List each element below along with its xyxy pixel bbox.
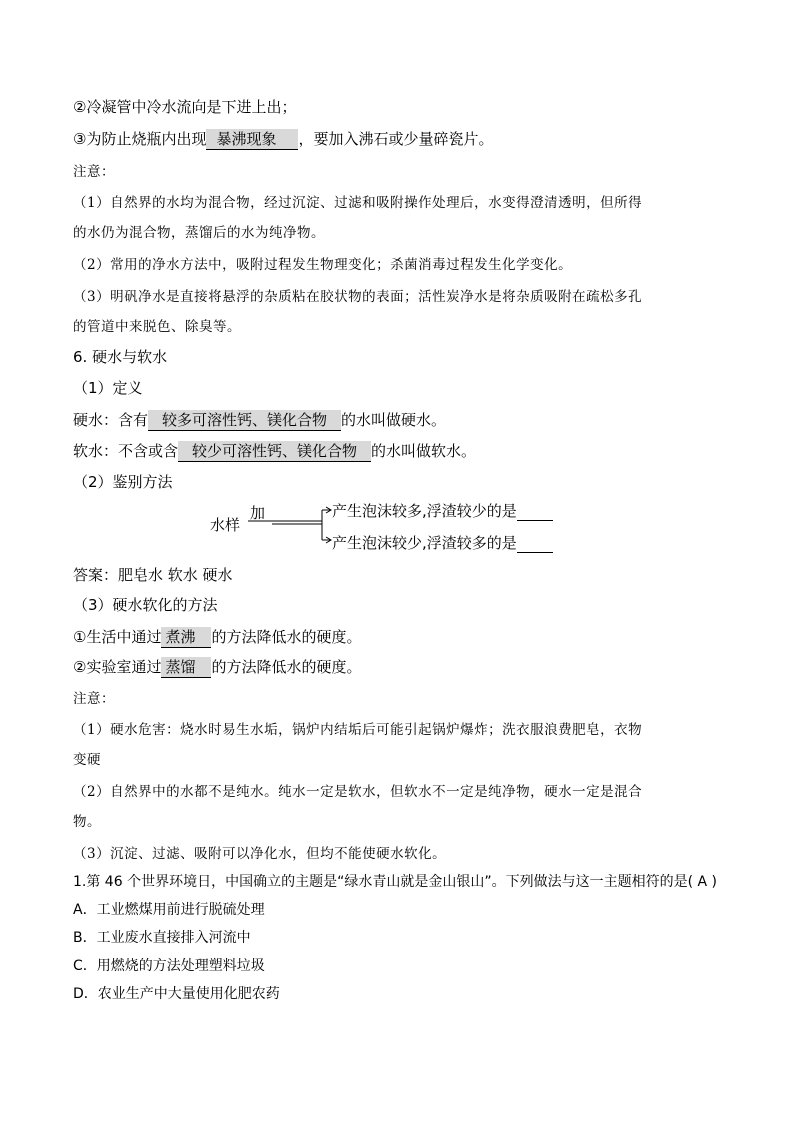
soft-prefix: 软水：不含或含 xyxy=(73,442,179,460)
note1-p1-line1: （1）自然界的水均为混合物，经过沉淀、过滤和吸附操作处理后，水变得澄清透明，但所得 xyxy=(73,195,643,211)
item3-prefix: ③为防止烧瓶内出现 xyxy=(73,130,207,148)
upper-blank xyxy=(517,504,553,521)
hard-answer-fill: 较多可溶性钙、镁化合物 xyxy=(148,410,341,431)
definition-title: （1）定义 xyxy=(73,379,143,397)
hard-prefix: 硬水：含有 xyxy=(73,411,149,429)
softening-title: （3）硬水软化的方法 xyxy=(73,596,218,614)
soft-water-definition xyxy=(73,441,476,462)
option-b: B．工业废水直接排入河流中 xyxy=(73,930,251,946)
method1-prefix: ①生活中通过 xyxy=(73,628,162,646)
hard-suffix: 的水叫做硬水。 xyxy=(341,411,447,429)
upper-result-text: 产生泡沫较多,浮渣较少的是 xyxy=(332,502,517,520)
item3-answer-fill: 暴沸现象 xyxy=(206,129,298,150)
question-stem: 1.第 46 个世界环境日，中国确立的主题是“绿水青山就是金山银山”。下列做法与这一主题相符的是( A ) xyxy=(73,874,717,890)
item3-suffix: ，要加入沸石或少量碎瓷片。 xyxy=(298,130,494,148)
diagram-lower-result xyxy=(332,532,553,553)
diagram-upper-result xyxy=(332,500,553,521)
method2-answer-fill: 蒸馏 xyxy=(161,657,211,678)
diagram-water-sample: 水样 xyxy=(210,516,241,534)
note1-title: 注意： xyxy=(73,164,115,180)
lower-blank xyxy=(517,536,553,553)
method1-answer-fill: 煮沸 xyxy=(161,627,211,648)
distill-item-3 xyxy=(73,129,493,150)
soft-answer-fill: 较少可溶性钙、镁化合物 xyxy=(178,441,371,462)
note2-p1-line2: 变硬 xyxy=(73,752,101,768)
identification-diagram xyxy=(210,496,590,560)
note1-p1-line2: 的水仍为混合物，蒸馏后的水为纯净物。 xyxy=(73,225,325,241)
note2-p1-line1: （1）硬水危害：烧水时易生水垢，锅炉内结垢后可能引起锅炉爆炸；洗衣服浪费肥皂，衣物 xyxy=(73,722,643,738)
note2-p2-line1: （2）自然界中的水都不是纯水。纯水一定是软水，但软水不一定是纯净物，硬水一定是混合 xyxy=(73,784,643,800)
identification-title: （2）鉴别方法 xyxy=(73,473,173,491)
section6-title: 6. 硬水与软水 xyxy=(73,348,168,366)
softening-method-1 xyxy=(73,627,361,648)
answer-line: 答案：肥皂水 软水 硬水 xyxy=(73,566,233,584)
option-c: C．用燃烧的方法处理塑料垃圾 xyxy=(73,958,265,974)
note2-p2-line2: 物。 xyxy=(73,814,101,830)
option-d: D．农业生产中大量使用化肥农药 xyxy=(73,986,280,1002)
method2-suffix: 的方法降低水的硬度。 xyxy=(211,658,362,676)
distill-item-2: ②冷凝管中冷水流向是下进上出； xyxy=(73,98,297,116)
note1-p3-line1: （3）明矾净水是直接将悬浮的杂质粘在胶状物的表面；活性炭净水是将杂质吸附在疏松多孔 xyxy=(73,289,643,305)
note1-p2: （2）常用的净水方法中，吸附过程发生物理变化；杀菌消毒过程发生化学变化。 xyxy=(73,257,573,273)
lower-result-text: 产生泡沫较少,浮渣较多的是 xyxy=(332,534,517,552)
note2-title: 注意： xyxy=(73,691,115,707)
diagram-add-label: 加 xyxy=(250,504,266,522)
method2-prefix: ②实验室通过 xyxy=(73,658,162,676)
option-a: A．工业燃煤用前进行脱硫处理 xyxy=(73,902,265,918)
note1-p3-line2: 的管道中来脱色、除臭等。 xyxy=(73,319,241,335)
hard-water-definition xyxy=(73,410,446,431)
note2-p3: （3）沉淀、过滤、吸附可以净化水，但均不能使硬水软化。 xyxy=(73,846,447,862)
method1-suffix: 的方法降低水的硬度。 xyxy=(211,628,362,646)
soft-suffix: 的水叫做软水。 xyxy=(371,442,477,460)
softening-method-2 xyxy=(73,657,361,678)
